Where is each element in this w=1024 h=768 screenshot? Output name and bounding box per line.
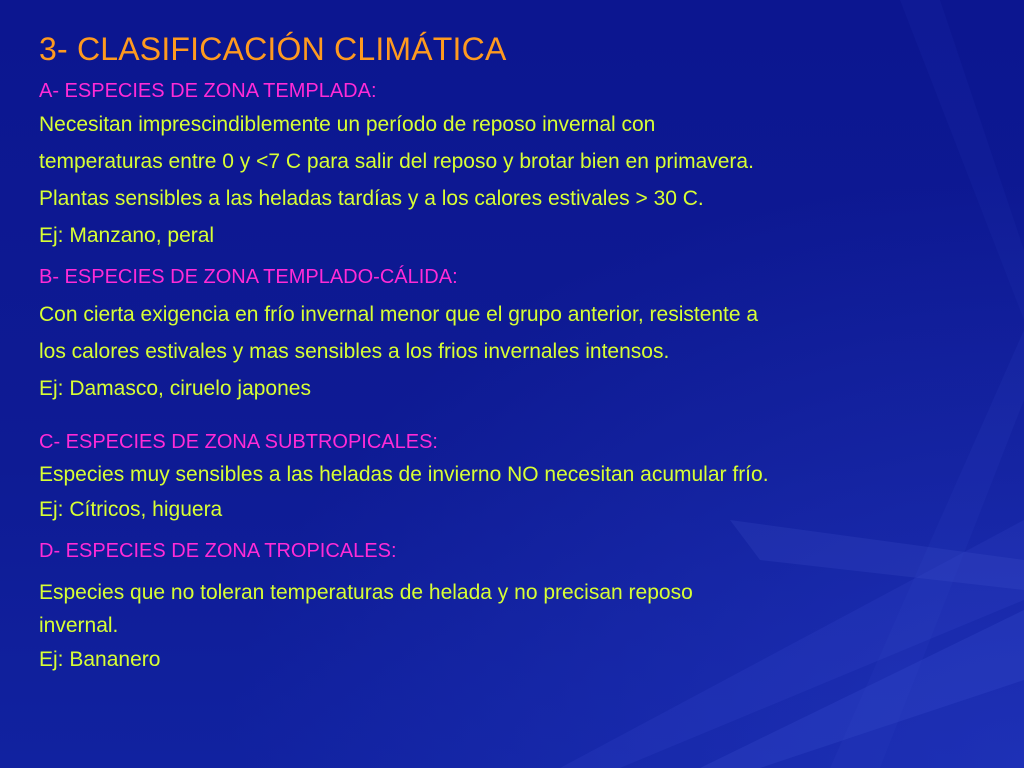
section-c-example: Ej: Cítricos, higuera bbox=[39, 498, 223, 521]
section-b-example: Ej: Damasco, ciruelo japones bbox=[39, 377, 311, 400]
section-b-line-1: Con cierta exigencia en frío invernal menor que el grupo anterior, resistente a bbox=[39, 303, 759, 326]
section-header-b: B- ESPECIES DE ZONA TEMPLADO-CÁLIDA: bbox=[39, 266, 458, 288]
section-b-line-2: los calores estivales y mas sensibles a los frios invernales intensos. bbox=[39, 340, 670, 363]
section-a-example: Ej: Manzano, peral bbox=[39, 224, 215, 247]
section-d-line-1: Especies que no toleran temperaturas de helada y no precisan reposo bbox=[39, 581, 693, 604]
section-d-example: Ej: Bananero bbox=[39, 648, 161, 671]
section-header-d: D- ESPECIES DE ZONA TROPICALES: bbox=[39, 540, 397, 562]
section-d-line-2: invernal. bbox=[39, 614, 119, 637]
section-a-line-2: temperaturas entre 0 y <7 C para salir del reposo y brotar bien en primavera. bbox=[39, 150, 754, 173]
section-header-c: C- ESPECIES DE ZONA SUBTROPICALES: bbox=[39, 431, 438, 453]
section-a-line-3: Plantas sensibles a las heladas tardías y a los calores estivales > 30 C. bbox=[39, 187, 704, 210]
slide-title: 3- CLASIFICACIÓN CLIMÁTICA bbox=[39, 31, 507, 67]
section-header-a: A- ESPECIES DE ZONA TEMPLADA: bbox=[39, 80, 377, 102]
section-a-line-1: Necesitan imprescindiblemente un período de reposo invernal con bbox=[39, 113, 656, 136]
section-c-line-1: Especies muy sensibles a las heladas de invierno NO necesitan acumular frío. bbox=[39, 463, 769, 486]
